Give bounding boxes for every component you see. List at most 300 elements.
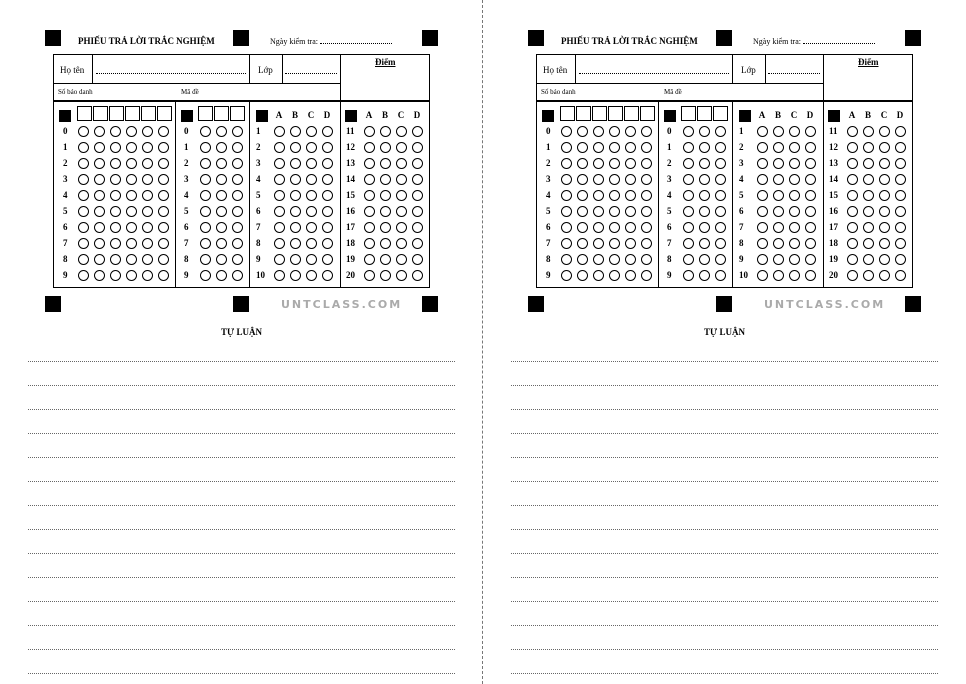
answer-bubble[interactable] [863, 206, 874, 217]
student-id-cell[interactable] [576, 106, 591, 121]
answer-bubble[interactable] [290, 238, 301, 249]
answer-bubble[interactable] [290, 222, 301, 233]
student-id-cell[interactable] [93, 106, 108, 121]
exam-code-bubble[interactable] [715, 158, 726, 169]
answer-bubble[interactable] [380, 158, 391, 169]
exam-code-cell[interactable] [713, 106, 728, 121]
answer-bubble[interactable] [274, 254, 285, 265]
answer-bubble[interactable] [396, 238, 407, 249]
answer-bubble[interactable] [396, 126, 407, 137]
exam-code-cell[interactable] [681, 106, 696, 121]
answer-bubble[interactable] [274, 126, 285, 137]
student-id-bubble[interactable] [110, 270, 121, 281]
answer-bubble[interactable] [757, 142, 768, 153]
answer-bubble[interactable] [863, 270, 874, 281]
exam-date-field[interactable] [803, 43, 875, 44]
answer-bubble[interactable] [322, 222, 333, 233]
essay-writing-line[interactable] [28, 409, 455, 410]
student-id-bubble[interactable] [126, 174, 137, 185]
student-id-bubble[interactable] [593, 126, 604, 137]
student-id-bubble[interactable] [593, 174, 604, 185]
answer-bubble[interactable] [879, 190, 890, 201]
student-id-bubble[interactable] [126, 158, 137, 169]
answer-bubble[interactable] [274, 174, 285, 185]
student-id-bubble[interactable] [110, 222, 121, 233]
answer-bubble[interactable] [322, 270, 333, 281]
student-id-bubble[interactable] [625, 206, 636, 217]
student-id-bubble[interactable] [625, 238, 636, 249]
answer-bubble[interactable] [306, 174, 317, 185]
student-id-bubble[interactable] [609, 238, 620, 249]
student-id-bubble[interactable] [641, 142, 652, 153]
student-id-bubble[interactable] [593, 142, 604, 153]
student-id-bubble[interactable] [577, 254, 588, 265]
answer-bubble[interactable] [396, 222, 407, 233]
essay-writing-line[interactable] [28, 433, 455, 434]
exam-code-bubble[interactable] [699, 158, 710, 169]
student-id-bubble[interactable] [158, 158, 169, 169]
student-id-bubble[interactable] [94, 254, 105, 265]
exam-code-bubble[interactable] [200, 270, 211, 281]
answer-bubble[interactable] [805, 238, 816, 249]
answer-bubble[interactable] [863, 238, 874, 249]
answer-bubble[interactable] [895, 270, 906, 281]
student-id-bubble[interactable] [78, 158, 89, 169]
answer-bubble[interactable] [863, 190, 874, 201]
student-id-bubble[interactable] [158, 270, 169, 281]
student-id-bubble[interactable] [94, 270, 105, 281]
student-id-bubble[interactable] [577, 190, 588, 201]
student-id-cell[interactable] [141, 106, 156, 121]
student-id-cell[interactable] [592, 106, 607, 121]
student-id-bubble[interactable] [110, 238, 121, 249]
answer-bubble[interactable] [364, 142, 375, 153]
answer-bubble[interactable] [322, 238, 333, 249]
student-id-bubble[interactable] [561, 206, 572, 217]
answer-bubble[interactable] [380, 222, 391, 233]
answer-bubble[interactable] [290, 174, 301, 185]
exam-code-bubble[interactable] [232, 270, 243, 281]
exam-code-bubble[interactable] [200, 254, 211, 265]
exam-code-bubble[interactable] [683, 270, 694, 281]
exam-code-bubble[interactable] [232, 254, 243, 265]
exam-code-bubble[interactable] [699, 206, 710, 217]
name-field[interactable] [579, 64, 729, 74]
student-id-bubble[interactable] [126, 206, 137, 217]
answer-bubble[interactable] [879, 270, 890, 281]
answer-bubble[interactable] [290, 206, 301, 217]
answer-bubble[interactable] [396, 190, 407, 201]
student-id-cell[interactable] [608, 106, 623, 121]
student-id-bubble[interactable] [577, 142, 588, 153]
student-id-bubble[interactable] [158, 206, 169, 217]
student-id-bubble[interactable] [561, 142, 572, 153]
answer-bubble[interactable] [380, 254, 391, 265]
student-id-bubble[interactable] [561, 126, 572, 137]
answer-bubble[interactable] [290, 142, 301, 153]
student-id-bubble[interactable] [126, 126, 137, 137]
answer-bubble[interactable] [773, 238, 784, 249]
student-id-bubble[interactable] [641, 222, 652, 233]
exam-code-bubble[interactable] [683, 174, 694, 185]
answer-bubble[interactable] [274, 222, 285, 233]
answer-bubble[interactable] [773, 158, 784, 169]
answer-bubble[interactable] [773, 206, 784, 217]
student-id-bubble[interactable] [110, 126, 121, 137]
answer-bubble[interactable] [895, 254, 906, 265]
student-id-bubble[interactable] [609, 222, 620, 233]
student-id-cell[interactable] [109, 106, 124, 121]
student-id-bubble[interactable] [110, 206, 121, 217]
answer-bubble[interactable] [412, 238, 423, 249]
essay-writing-line[interactable] [511, 409, 938, 410]
exam-code-bubble[interactable] [715, 190, 726, 201]
answer-bubble[interactable] [773, 254, 784, 265]
answer-bubble[interactable] [773, 190, 784, 201]
answer-bubble[interactable] [364, 126, 375, 137]
student-id-cell[interactable] [157, 106, 172, 121]
student-id-cell[interactable] [640, 106, 655, 121]
student-id-bubble[interactable] [593, 190, 604, 201]
answer-bubble[interactable] [412, 270, 423, 281]
answer-bubble[interactable] [805, 270, 816, 281]
exam-code-bubble[interactable] [683, 190, 694, 201]
answer-bubble[interactable] [412, 158, 423, 169]
answer-bubble[interactable] [847, 206, 858, 217]
student-id-bubble[interactable] [158, 142, 169, 153]
answer-bubble[interactable] [322, 142, 333, 153]
exam-code-cell[interactable] [214, 106, 229, 121]
student-id-bubble[interactable] [94, 222, 105, 233]
answer-bubble[interactable] [863, 126, 874, 137]
student-id-bubble[interactable] [94, 238, 105, 249]
student-id-bubble[interactable] [142, 174, 153, 185]
exam-code-bubble[interactable] [699, 238, 710, 249]
essay-writing-line[interactable] [28, 529, 455, 530]
student-id-bubble[interactable] [126, 238, 137, 249]
answer-bubble[interactable] [847, 270, 858, 281]
student-id-bubble[interactable] [158, 254, 169, 265]
student-id-bubble[interactable] [561, 222, 572, 233]
student-id-cell[interactable] [624, 106, 639, 121]
student-id-bubble[interactable] [625, 158, 636, 169]
student-id-bubble[interactable] [625, 254, 636, 265]
answer-bubble[interactable] [322, 158, 333, 169]
exam-code-bubble[interactable] [200, 222, 211, 233]
student-id-bubble[interactable] [78, 222, 89, 233]
student-id-bubble[interactable] [625, 270, 636, 281]
answer-bubble[interactable] [847, 222, 858, 233]
student-id-bubble[interactable] [126, 270, 137, 281]
student-id-bubble[interactable] [625, 222, 636, 233]
student-id-bubble[interactable] [78, 238, 89, 249]
answer-bubble[interactable] [274, 190, 285, 201]
answer-bubble[interactable] [757, 206, 768, 217]
exam-code-bubble[interactable] [699, 126, 710, 137]
student-id-bubble[interactable] [609, 254, 620, 265]
answer-bubble[interactable] [364, 206, 375, 217]
answer-bubble[interactable] [396, 206, 407, 217]
answer-bubble[interactable] [789, 126, 800, 137]
student-id-bubble[interactable] [142, 238, 153, 249]
student-id-cell[interactable] [77, 106, 92, 121]
answer-bubble[interactable] [863, 142, 874, 153]
answer-bubble[interactable] [773, 174, 784, 185]
exam-code-bubble[interactable] [232, 206, 243, 217]
exam-code-bubble[interactable] [715, 238, 726, 249]
essay-writing-line[interactable] [511, 577, 938, 578]
student-id-bubble[interactable] [78, 190, 89, 201]
answer-bubble[interactable] [789, 254, 800, 265]
answer-bubble[interactable] [879, 222, 890, 233]
answer-bubble[interactable] [306, 126, 317, 137]
student-id-bubble[interactable] [110, 190, 121, 201]
answer-bubble[interactable] [789, 238, 800, 249]
answer-bubble[interactable] [364, 270, 375, 281]
answer-bubble[interactable] [773, 222, 784, 233]
exam-code-bubble[interactable] [683, 126, 694, 137]
exam-code-bubble[interactable] [715, 270, 726, 281]
answer-bubble[interactable] [274, 142, 285, 153]
answer-bubble[interactable] [895, 126, 906, 137]
exam-code-cell[interactable] [198, 106, 213, 121]
answer-bubble[interactable] [847, 142, 858, 153]
student-id-bubble[interactable] [561, 190, 572, 201]
student-id-bubble[interactable] [641, 206, 652, 217]
answer-bubble[interactable] [306, 206, 317, 217]
answer-bubble[interactable] [847, 190, 858, 201]
answer-bubble[interactable] [290, 126, 301, 137]
answer-bubble[interactable] [895, 174, 906, 185]
essay-writing-line[interactable] [511, 649, 938, 650]
exam-code-bubble[interactable] [232, 190, 243, 201]
student-id-bubble[interactable] [94, 142, 105, 153]
exam-code-bubble[interactable] [200, 174, 211, 185]
exam-code-bubble[interactable] [683, 142, 694, 153]
answer-bubble[interactable] [863, 174, 874, 185]
answer-bubble[interactable] [322, 174, 333, 185]
essay-writing-line[interactable] [511, 457, 938, 458]
answer-bubble[interactable] [380, 206, 391, 217]
answer-bubble[interactable] [274, 270, 285, 281]
answer-bubble[interactable] [412, 254, 423, 265]
exam-code-bubble[interactable] [200, 206, 211, 217]
answer-bubble[interactable] [290, 254, 301, 265]
student-id-bubble[interactable] [142, 190, 153, 201]
answer-bubble[interactable] [847, 174, 858, 185]
answer-bubble[interactable] [364, 174, 375, 185]
answer-bubble[interactable] [773, 126, 784, 137]
answer-bubble[interactable] [895, 190, 906, 201]
answer-bubble[interactable] [396, 158, 407, 169]
answer-bubble[interactable] [805, 174, 816, 185]
student-id-bubble[interactable] [609, 190, 620, 201]
answer-bubble[interactable] [322, 206, 333, 217]
student-id-bubble[interactable] [94, 158, 105, 169]
answer-bubble[interactable] [757, 238, 768, 249]
exam-code-bubble[interactable] [683, 158, 694, 169]
student-id-bubble[interactable] [126, 222, 137, 233]
student-id-bubble[interactable] [110, 142, 121, 153]
exam-code-bubble[interactable] [232, 174, 243, 185]
student-id-bubble[interactable] [609, 174, 620, 185]
answer-bubble[interactable] [412, 222, 423, 233]
exam-code-bubble[interactable] [715, 142, 726, 153]
answer-bubble[interactable] [274, 206, 285, 217]
answer-bubble[interactable] [306, 142, 317, 153]
student-id-bubble[interactable] [593, 222, 604, 233]
student-id-bubble[interactable] [126, 254, 137, 265]
answer-bubble[interactable] [805, 222, 816, 233]
answer-bubble[interactable] [789, 142, 800, 153]
exam-code-bubble[interactable] [200, 238, 211, 249]
answer-bubble[interactable] [306, 270, 317, 281]
student-id-bubble[interactable] [577, 174, 588, 185]
student-id-bubble[interactable] [577, 222, 588, 233]
student-id-bubble[interactable] [577, 206, 588, 217]
answer-bubble[interactable] [879, 142, 890, 153]
exam-code-bubble[interactable] [232, 222, 243, 233]
answer-bubble[interactable] [412, 126, 423, 137]
exam-code-bubble[interactable] [216, 270, 227, 281]
answer-bubble[interactable] [847, 126, 858, 137]
answer-bubble[interactable] [895, 158, 906, 169]
answer-bubble[interactable] [364, 158, 375, 169]
student-id-bubble[interactable] [561, 174, 572, 185]
essay-writing-line[interactable] [511, 433, 938, 434]
student-id-bubble[interactable] [142, 142, 153, 153]
student-id-bubble[interactable] [78, 142, 89, 153]
answer-bubble[interactable] [847, 254, 858, 265]
answer-bubble[interactable] [879, 254, 890, 265]
exam-code-bubble[interactable] [699, 142, 710, 153]
student-id-bubble[interactable] [110, 174, 121, 185]
answer-bubble[interactable] [364, 238, 375, 249]
student-id-bubble[interactable] [561, 270, 572, 281]
student-id-bubble[interactable] [641, 238, 652, 249]
student-id-bubble[interactable] [641, 190, 652, 201]
answer-bubble[interactable] [396, 174, 407, 185]
answer-bubble[interactable] [306, 190, 317, 201]
essay-writing-line[interactable] [28, 457, 455, 458]
student-id-bubble[interactable] [609, 142, 620, 153]
answer-bubble[interactable] [895, 238, 906, 249]
student-id-bubble[interactable] [126, 142, 137, 153]
exam-code-bubble[interactable] [699, 270, 710, 281]
exam-code-cell[interactable] [697, 106, 712, 121]
answer-bubble[interactable] [789, 190, 800, 201]
student-id-bubble[interactable] [142, 158, 153, 169]
exam-code-bubble[interactable] [683, 206, 694, 217]
exam-code-cell[interactable] [230, 106, 245, 121]
student-id-bubble[interactable] [577, 158, 588, 169]
essay-writing-line[interactable] [28, 505, 455, 506]
student-id-bubble[interactable] [561, 158, 572, 169]
essay-writing-line[interactable] [511, 601, 938, 602]
answer-bubble[interactable] [757, 158, 768, 169]
answer-bubble[interactable] [757, 190, 768, 201]
student-id-bubble[interactable] [142, 270, 153, 281]
answer-bubble[interactable] [757, 174, 768, 185]
exam-code-bubble[interactable] [216, 142, 227, 153]
exam-code-bubble[interactable] [216, 238, 227, 249]
student-id-bubble[interactable] [641, 174, 652, 185]
student-id-bubble[interactable] [641, 254, 652, 265]
name-field[interactable] [96, 64, 246, 74]
essay-writing-line[interactable] [511, 361, 938, 362]
answer-bubble[interactable] [412, 190, 423, 201]
answer-bubble[interactable] [879, 158, 890, 169]
student-id-bubble[interactable] [609, 126, 620, 137]
essay-writing-line[interactable] [28, 385, 455, 386]
student-id-bubble[interactable] [593, 270, 604, 281]
answer-bubble[interactable] [757, 222, 768, 233]
student-id-bubble[interactable] [110, 158, 121, 169]
answer-bubble[interactable] [290, 158, 301, 169]
exam-code-bubble[interactable] [216, 222, 227, 233]
answer-bubble[interactable] [274, 238, 285, 249]
essay-writing-line[interactable] [28, 553, 455, 554]
student-id-bubble[interactable] [641, 126, 652, 137]
exam-code-bubble[interactable] [715, 174, 726, 185]
answer-bubble[interactable] [364, 254, 375, 265]
exam-code-bubble[interactable] [683, 254, 694, 265]
answer-bubble[interactable] [322, 254, 333, 265]
essay-writing-line[interactable] [28, 625, 455, 626]
answer-bubble[interactable] [396, 254, 407, 265]
student-id-bubble[interactable] [593, 238, 604, 249]
answer-bubble[interactable] [757, 254, 768, 265]
student-id-bubble[interactable] [158, 190, 169, 201]
answer-bubble[interactable] [396, 270, 407, 281]
essay-writing-line[interactable] [511, 529, 938, 530]
answer-bubble[interactable] [805, 206, 816, 217]
exam-code-bubble[interactable] [683, 222, 694, 233]
exam-code-bubble[interactable] [200, 190, 211, 201]
exam-code-bubble[interactable] [699, 174, 710, 185]
student-id-bubble[interactable] [625, 190, 636, 201]
answer-bubble[interactable] [412, 206, 423, 217]
essay-writing-line[interactable] [28, 649, 455, 650]
student-id-bubble[interactable] [126, 190, 137, 201]
exam-code-bubble[interactable] [715, 126, 726, 137]
student-id-bubble[interactable] [625, 142, 636, 153]
exam-date-field[interactable] [320, 43, 392, 44]
student-id-bubble[interactable] [142, 126, 153, 137]
student-id-bubble[interactable] [641, 270, 652, 281]
exam-code-bubble[interactable] [232, 158, 243, 169]
answer-bubble[interactable] [290, 190, 301, 201]
student-id-bubble[interactable] [158, 238, 169, 249]
student-id-bubble[interactable] [142, 254, 153, 265]
exam-code-bubble[interactable] [200, 142, 211, 153]
answer-bubble[interactable] [773, 270, 784, 281]
answer-bubble[interactable] [805, 142, 816, 153]
answer-bubble[interactable] [380, 126, 391, 137]
class-field[interactable] [285, 64, 337, 74]
answer-bubble[interactable] [380, 174, 391, 185]
answer-bubble[interactable] [805, 254, 816, 265]
essay-writing-line[interactable] [511, 625, 938, 626]
student-id-bubble[interactable] [593, 158, 604, 169]
student-id-bubble[interactable] [78, 206, 89, 217]
answer-bubble[interactable] [789, 222, 800, 233]
answer-bubble[interactable] [380, 270, 391, 281]
student-id-bubble[interactable] [577, 270, 588, 281]
answer-bubble[interactable] [306, 158, 317, 169]
student-id-bubble[interactable] [561, 238, 572, 249]
exam-code-bubble[interactable] [216, 254, 227, 265]
